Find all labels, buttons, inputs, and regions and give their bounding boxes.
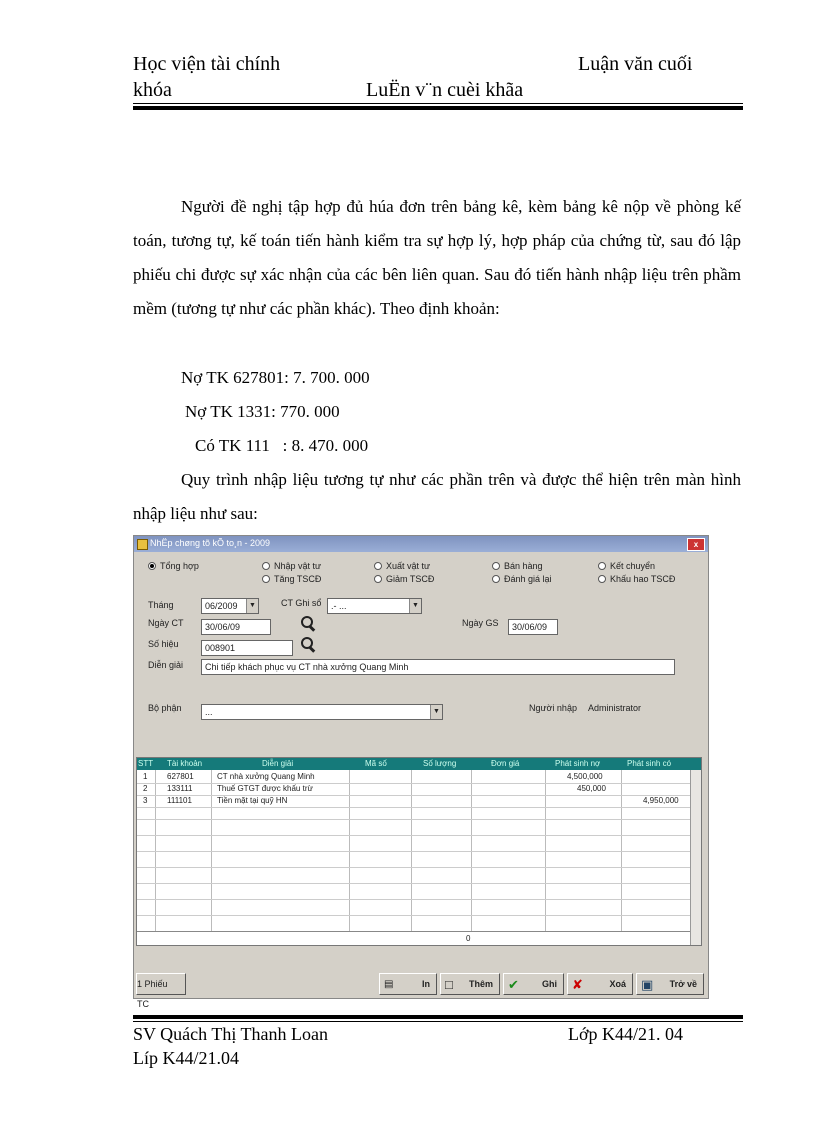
footer-class: Lớp K44/21. 04 (568, 1024, 684, 1044)
radio-tong-hop[interactable]: Tổng hợp (148, 561, 199, 571)
paragraph-2 (133, 463, 741, 531)
col-ma-so: Mã số (365, 759, 387, 768)
header-garbled-title: LuËn v¨n cuèi khãa (366, 79, 524, 101)
row-2-tai-khoan[interactable]: 133111 (167, 784, 193, 793)
label-nguoi-nhap: Người nhập (529, 703, 577, 713)
radio-ket-chuyen[interactable]: Kết chuyển (598, 561, 655, 571)
row-2-dien-giai[interactable]: Thuế GTGT được khấu trừ (217, 784, 313, 793)
row-3-dien-giai[interactable]: Tiền mặt tại quỹ HN (217, 796, 288, 805)
add-button[interactable]: □ Thêm (440, 973, 500, 995)
row-3-phat-sinh-co[interactable]: 4,950,000 (643, 796, 679, 805)
label-ngay-gs: Ngày GS (462, 618, 499, 628)
header-institution: Học viện tài chính (133, 53, 281, 75)
label-bo-phan: Bộ phận (148, 703, 182, 713)
new-document-icon: □ (445, 977, 453, 992)
radio-khau-hao-tscd[interactable]: Khấu hao TSCĐ (598, 574, 675, 584)
row-2-phat-sinh-no[interactable]: 450,000 (577, 784, 606, 793)
row-1-tai-khoan[interactable]: 627801 (167, 772, 194, 781)
col-don-gia: Đơn giá (491, 759, 520, 768)
ct-ghi-so-select[interactable]: .- ... ▼ (327, 598, 422, 614)
row-1-phat-sinh-no[interactable]: 4,500,000 (567, 772, 603, 781)
dialog-titlebar (134, 536, 708, 552)
delete-x-icon: ✘ (572, 977, 583, 992)
col-so-luong: Số lượng (423, 759, 457, 768)
radio-danh-gia-lai[interactable]: Đánh giá lại (492, 574, 552, 584)
so-hieu-input[interactable]: 008901 (201, 640, 293, 656)
dropdown-arrow-icon: ▼ (246, 599, 258, 613)
radio-xuat-vat-tu[interactable]: Xuất vật tư (374, 561, 430, 571)
col-phat-sinh-no: Phát sinh nợ (555, 759, 601, 768)
journal-entry-debit-1331: Nợ TK 1331: 770. 000 (185, 402, 340, 421)
label-dien-giai: Diễn giải (148, 660, 184, 670)
col-dien-giai: Diễn giải (262, 759, 294, 768)
footer-student: SV Quách Thị Thanh Loan (133, 1024, 328, 1044)
exit-icon: ▣ (641, 977, 654, 992)
save-button[interactable]: ✔ Ghi (503, 973, 564, 995)
dropdown-arrow-icon: ▼ (409, 599, 421, 613)
grid-header (137, 758, 701, 770)
radio-ban-hang[interactable]: Bán hàng (492, 561, 543, 571)
header-thesis-title: Luận văn cuối (578, 53, 693, 75)
voucher-entry-dialog (133, 535, 709, 1009)
label-ngay-ct: Ngày CT (148, 618, 184, 628)
radio-giam-tscd[interactable]: Giảm TSCĐ (374, 574, 434, 584)
row-1-dien-giai[interactable]: CT nhà xưởng Quang Minh (217, 772, 315, 781)
checkmark-icon: ✔ (508, 977, 519, 992)
label-thang: Tháng (148, 600, 174, 610)
col-tai-khoan: Tài khoản (167, 759, 203, 768)
paragraph-1 (133, 190, 741, 326)
footer-rule-thin (133, 1021, 743, 1022)
grid-scrollbar[interactable] (690, 770, 701, 945)
footer-class-garbled: Líp K44/21.04 (133, 1048, 239, 1068)
table-row[interactable]: 2 (143, 784, 148, 793)
app-icon (137, 539, 148, 550)
close-icon[interactable]: x (687, 538, 705, 551)
col-stt: STT (138, 759, 154, 768)
radio-nhap-vat-tu[interactable]: Nhập vật tư (262, 561, 321, 571)
return-button[interactable]: ▣ Trở về (636, 973, 704, 995)
print-button[interactable]: ▤ In (379, 973, 437, 995)
radio-tang-tscd[interactable]: Tăng TSCĐ (262, 574, 321, 584)
dien-giai-input[interactable]: Chi tiếp khách phục vụ CT nhà xưởng Quang Minh (201, 659, 675, 675)
voucher-lines-grid (136, 757, 702, 946)
phieu-tc-button[interactable]: 1 Phiếu TC (136, 973, 186, 995)
dialog-title: NhËp chøng tõ kÕ to¸n - 2009 (150, 538, 271, 548)
ngay-gs-input[interactable]: 30/06/09 (508, 619, 558, 635)
ngay-ct-input[interactable]: 30/06/09 (201, 619, 271, 635)
paragraph-2-text: Quy trình nhập liệu tương tự như các phần trên và được thể hiện trên màn hình nhập liệu như sau: (133, 470, 741, 523)
dropdown-arrow-icon: ▼ (430, 705, 442, 719)
nguoi-nhap-value: Administrator (588, 703, 642, 713)
table-row[interactable]: 3 (143, 796, 148, 805)
row-3-tai-khoan[interactable]: 111101 (167, 796, 192, 805)
header-khoa: khóa (133, 79, 172, 101)
label-ct-ghi-so: CT Ghi sổ (281, 598, 322, 608)
header-rule-thick (133, 106, 743, 110)
bo-phan-select[interactable]: ... ▼ (201, 704, 443, 720)
paragraph-1-text: Người đề nghị tập hợp đủ húa đơn trên bảng kê, kèm bảng kê nộp về phòng kế toán, tương tự, kế toán tiến hành kiểm tra sự hợp lý, hợp pháp của chứng từ, sau đó lập phiếu chi được sự xác nhận của các bên liên quan. Sau đó tiến hành nhập liệu trên phầm mềm (tương tự như các phần khác). Theo định khoản: (133, 197, 741, 318)
footer-rule-thick (133, 1015, 743, 1019)
label-so-hieu: Số hiệu (148, 639, 179, 649)
search-icon[interactable] (299, 636, 317, 654)
total-value: 0 (466, 934, 471, 943)
printer-icon: ▤ (384, 979, 394, 990)
col-phat-sinh-co: Phát sinh có (627, 759, 672, 768)
journal-entry-debit-627801: Nợ TK 627801: 7. 700. 000 (181, 368, 370, 387)
journal-entry-credit-111: Có TK 111 : 8. 470. 000 (195, 436, 369, 455)
delete-button[interactable]: ✘ Xoá (567, 973, 633, 995)
table-row[interactable]: 1 (143, 772, 148, 781)
thang-select[interactable]: 06/2009 ▼ (201, 598, 259, 614)
search-icon[interactable] (299, 615, 317, 633)
header-rule-thin (133, 103, 743, 104)
